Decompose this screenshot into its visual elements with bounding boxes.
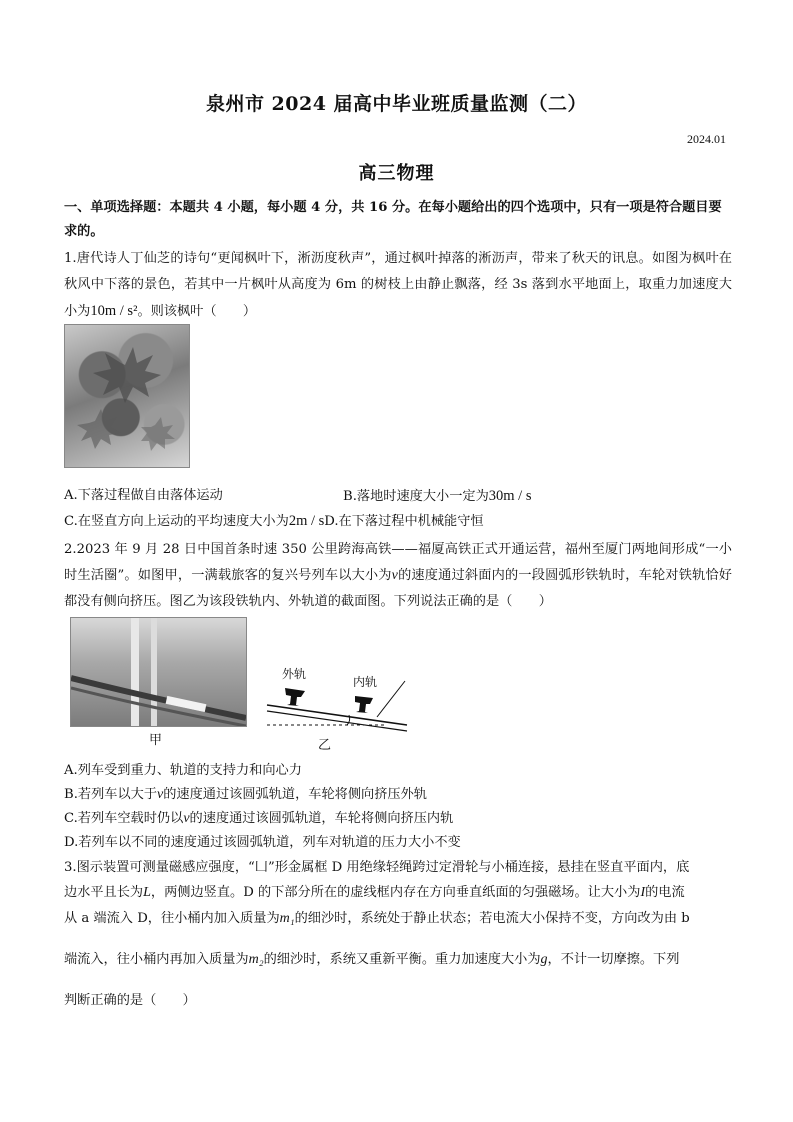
q2-option-a: A.列车受到重力、轨道的支持力和向心力 xyxy=(64,763,302,778)
inner-rail-label: 内轨 xyxy=(353,675,378,689)
q2-option-d: D.若列车以不同的速度通过该圆弧轨道，列车对轨道的压力大小不变 xyxy=(64,835,461,850)
q3-line-2: 边水平且长为L，两侧边竖直。D 的下部分所在的虚线框内存在方向垂直纸面的匀强磁场。让大小为I的电流 xyxy=(64,885,685,900)
train-photo xyxy=(70,617,247,727)
figure-a-label: 甲 xyxy=(149,733,163,748)
q1-option-b: B.落地时速度大小一定为30m / s xyxy=(343,488,532,504)
outer-rail-label: 外轨 xyxy=(282,667,307,681)
q3-line-1: 3.图示装置可测量磁感应强度，“凵”形金属框 D 用绝缘轻绳跨过定滑轮与小桶连接，悬挂在竖直平面内，底 xyxy=(64,860,690,875)
q1-option-c: C.在竖直方向上运动的平均速度大小为2m / sD.在下落过程中机械能守恒 xyxy=(64,513,484,529)
maple-leaf-illustration xyxy=(65,325,189,467)
subject-title: 高三物理 xyxy=(358,163,435,184)
maple-leaf-photo xyxy=(64,324,190,468)
section-heading: 一、单项选择题：本题共 4 小题，每小题 4 分，共 16 分。在每小题给出的四个选项中，只有一项是符合题目要求的。 xyxy=(64,200,722,239)
q3-line-4: 端流入，往小桶内再加入质量为m₂的细沙时，系统又重新平衡。重力加速度大小为g，不计一切摩擦。下列 xyxy=(64,952,680,967)
figure-b-label: 乙 xyxy=(318,738,332,753)
q3-line-5: 判断正确的是（ ） xyxy=(64,993,196,1008)
q3-line-3: 从 a 端流入 D，往小桶内加入质量为m₁的细沙时，系统处于静止状态；若电流大小保持不变，方向改为由 b xyxy=(64,911,690,926)
train-bridge-illustration xyxy=(71,618,246,726)
question-1-text: 1.唐代诗人丁仙芝的诗句“更闻枫叶下，淅沥度秋声”，通过枫叶掉落的淅沥声，带来了秋天的讯息。如图为枫叶在秋风中下落的景色，若其中一片枫叶从高度为 6m 的树枝上由静止飘落，经 3s 落到水平地面上，取重力加速度大小为10m / s²。则该枫叶（ ） xyxy=(64,251,732,319)
exam-title: 泉州市 2024 届高中毕业班质量监测（二） xyxy=(205,93,588,115)
q1-option-a: A.下落过程做自由落体运动 xyxy=(64,488,223,503)
q2-option-b: B.若列车以大于v的速度通过该圆弧轨道，车轮将侧向挤压外轨 xyxy=(64,787,427,802)
question-2-text: 2.2023 年 9 月 28 日中国首条时速 350 公里跨海高铁——福厦高铁正式开通运营，福州至厦门两地间形成“一小时生活圈”。如图甲，一满载旅客的复兴号列车以大小为v的速度通过斜面内的一段圆弧形铁轨时，车轮对铁轨恰好都没有侧向挤压。图乙为该段铁轨内、外轨道的截面图。下列说法正确的是（ ） xyxy=(64,542,732,609)
exam-date: 2024.01 xyxy=(687,132,726,146)
q2-option-c: C.若列车空载时仍以v的速度通过该圆弧轨道，车轮将侧向挤压内轨 xyxy=(64,811,454,826)
